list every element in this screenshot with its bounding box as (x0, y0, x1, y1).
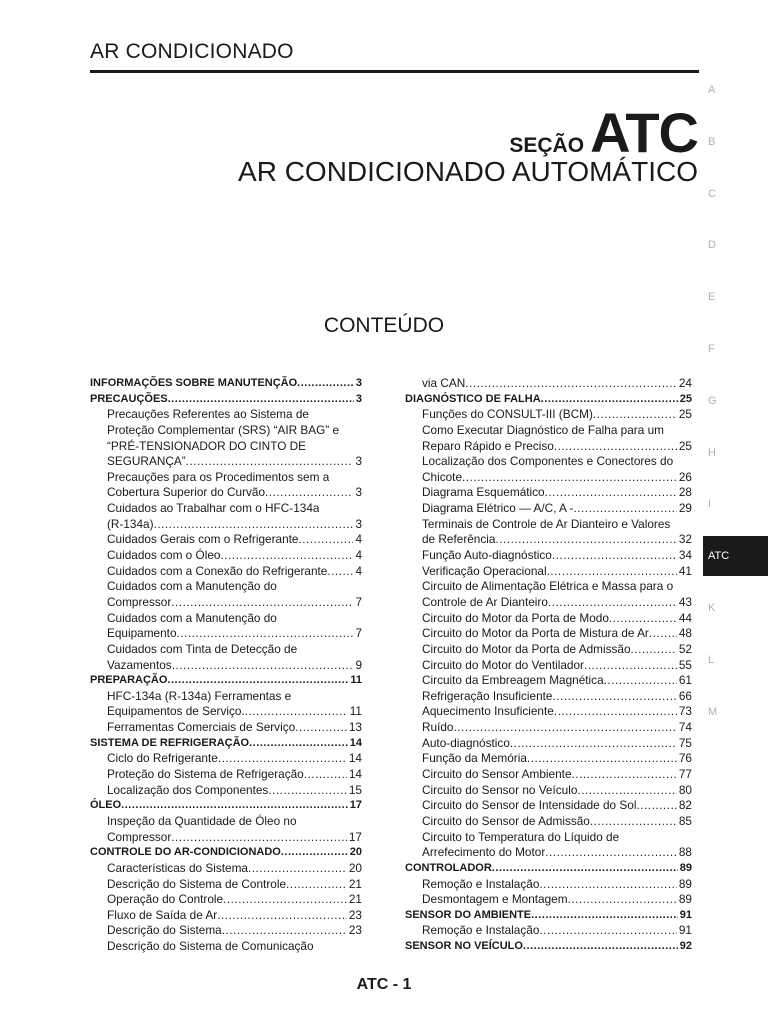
toc-entry-title: Ferramentas Comerciais de Serviço (107, 720, 296, 735)
toc-page-number: 17 (349, 799, 362, 812)
toc-page-number: 14 (349, 736, 362, 749)
toc-entry-title: Compressor (107, 829, 172, 844)
toc-entry-title: Localização dos Componentes (107, 782, 269, 797)
toc-page-number: 20 (348, 860, 362, 875)
toc-entry-title: Circuito do Motor da Porta de Modo (422, 610, 609, 625)
toc-page-number: 23 (348, 923, 362, 938)
toc-leader-dots (492, 861, 678, 877)
toc-leader-dots (573, 501, 676, 517)
toc-page-number: 41 (678, 563, 692, 578)
toc-entry (90, 939, 362, 955)
toc-leader-dots (568, 892, 677, 908)
toc-entry (90, 611, 362, 627)
toc-leader-dots (649, 626, 677, 642)
toc-entry (90, 564, 362, 580)
toc-leader-dots (545, 845, 677, 861)
toc-page-number: 89 (678, 876, 692, 891)
toc-entry (90, 423, 362, 439)
toc-leader-dots (167, 673, 348, 689)
toc-entry-title: Compressor (107, 594, 172, 609)
toc-entry-title: Controle de Ar Dianteiro (422, 594, 548, 609)
toc-section-entry (405, 939, 692, 955)
toc-entry-title: Ruído (422, 720, 454, 735)
toc-leader-dots (539, 923, 676, 939)
toc-entry-title: Auto-diagnóstico (422, 735, 510, 750)
toc-entry (405, 376, 692, 392)
toc-page-number: 80 (678, 782, 692, 797)
toc-entry-title: SISTEMA DE REFRIGERAÇÃO (90, 736, 250, 749)
toc-entry (90, 830, 362, 846)
toc-leader-dots (527, 751, 677, 767)
toc-entry-title: Descrição do Sistema de Controle (107, 876, 287, 891)
toc-page-number: 15 (348, 782, 362, 797)
section-tab-i: I (708, 498, 712, 511)
toc-page-number: 21 (348, 876, 362, 891)
toc-entry-title: CONTROLADOR (405, 861, 492, 874)
toc-entry-title: Circuito do Sensor no Veículo (422, 782, 578, 797)
toc-entry (90, 720, 362, 736)
toc-entry-title: Cuidados com o Óleo (107, 548, 221, 563)
toc-entry (90, 877, 362, 893)
toc-entry (405, 798, 692, 814)
toc-page-number: 9 (355, 657, 362, 672)
header-title: AR CONDICIONADO (90, 40, 294, 63)
toc-entry (90, 454, 362, 470)
toc-page-number: 48 (678, 626, 692, 641)
toc-entry (405, 845, 692, 861)
toc-leader-dots (121, 798, 348, 814)
toc-page-number: 77 (678, 767, 692, 782)
toc-section-entry (90, 736, 362, 752)
toc-page-number: 66 (678, 688, 692, 703)
toc-entry (405, 579, 692, 595)
toc-leader-dots (636, 798, 676, 814)
toc-page-number: 3 (355, 392, 362, 405)
toc-section-entry (90, 376, 362, 392)
section-tab-l: L (708, 653, 715, 666)
toc-entry-title: Circuito do Motor do Ventilador (422, 657, 584, 672)
toc-page-number: 3 (355, 454, 362, 469)
toc-leader-dots (245, 704, 348, 720)
toc-entry-title: Equipamento (107, 626, 177, 641)
toc-page-number: 89 (678, 892, 692, 907)
section-tab-k: K (708, 602, 716, 614)
toc-leader-dots (298, 532, 353, 548)
toc-entry (405, 783, 692, 799)
toc-leader-dots (168, 392, 354, 408)
toc-section-entry (90, 673, 362, 689)
toc-entry (90, 532, 362, 548)
toc-page-number: 25 (678, 407, 692, 422)
toc-entry-title: Proteção Complementar (SRS) “AIR BAG” e (107, 422, 340, 437)
toc-leader-dots (554, 704, 677, 720)
toc-leader-dots (531, 908, 678, 924)
toc-entry-title: Arrefecimento do Motor (422, 845, 546, 860)
toc-entry-title: Verificação Operacional (422, 563, 547, 578)
toc-entry (405, 564, 692, 580)
toc-page-number: 11 (350, 674, 362, 687)
toc-entry (405, 673, 692, 689)
toc-section-entry (405, 392, 692, 408)
section-tab-h: H (708, 446, 716, 459)
toc-leader-dots (327, 564, 353, 580)
toc-entry (405, 658, 692, 674)
toc-entry-title: Circuito to Temperatura do Líquido de (422, 829, 620, 844)
toc-entry-title: Como Executar Diagnóstico de Falha para um (422, 422, 664, 437)
toc-entry (90, 470, 362, 486)
toc-page-number: 88 (678, 845, 692, 860)
toc-page-number: 73 (678, 704, 692, 719)
toc-page-number: 24 (678, 376, 692, 390)
toc-entry (405, 751, 692, 767)
section-tab-a: A (708, 84, 716, 96)
toc-entry-title: Descrição do Sistema de Comunicação (107, 939, 314, 954)
toc-entry (405, 892, 692, 908)
toc-leader-dots (171, 595, 353, 611)
toc-entry (405, 407, 692, 423)
toc-entry (90, 642, 362, 658)
toc-entry (405, 877, 692, 893)
toc-section-entry (90, 845, 362, 861)
toc-section-entry (405, 908, 692, 924)
toc-entry-title: Características do Sistema (107, 860, 248, 875)
toc-entry-title: Inspeção da Quantidade de Óleo no (107, 813, 297, 828)
toc-page-number: 21 (348, 892, 362, 907)
toc-entry (405, 830, 692, 846)
toc-entry (405, 485, 692, 501)
section-tab-f: F (708, 343, 715, 355)
toc-leader-dots (171, 830, 347, 846)
toc-leader-dots (154, 517, 354, 533)
toc-entry-title: ÓLEO (90, 799, 122, 812)
toc-page-number: 92 (679, 940, 692, 953)
section-tab-atc: ATC (703, 536, 768, 576)
toc-leader-dots (218, 751, 347, 767)
section-tab-c: C (708, 187, 716, 200)
toc-page-number: 76 (678, 751, 692, 766)
toc-entry-title: CONTROLE DO AR-CONDICIONADO (90, 846, 281, 859)
toc-entry-title: PRECAUÇÕES (90, 392, 168, 405)
toc-page-number: 14 (348, 767, 362, 782)
toc-entry-title: Localização dos Componentes e Conectores do (422, 454, 674, 469)
toc-entry (405, 517, 692, 533)
toc-entry (405, 501, 692, 517)
section-name: AR CONDICIONADO AUTOMÁTICO (238, 156, 698, 187)
toc-entry-title: Circuito do Sensor de Intensidade do Sol (422, 798, 637, 813)
toc-leader-dots (572, 767, 677, 783)
toc-entry (405, 423, 692, 439)
toc-page-number: 82 (678, 798, 692, 813)
toc-entry (90, 407, 362, 423)
toc-page-number: 43 (678, 594, 692, 609)
toc-leader-dots (547, 564, 677, 580)
toc-leader-dots (584, 658, 677, 674)
toc-entry-title: Circuito do Motor da Porta de Mistura de Ar (422, 626, 649, 641)
toc-entry-title: de Referência (422, 532, 496, 547)
toc-leader-dots (545, 485, 677, 501)
toc-entry-title: Fluxo de Saída de Ar (107, 907, 218, 922)
toc-entry (90, 517, 362, 533)
toc-leader-dots (295, 720, 347, 736)
toc-entry-title: Ciclo do Refrigerante (107, 751, 218, 766)
toc-leader-dots (248, 861, 347, 877)
toc-entry (405, 689, 692, 705)
page-footer: ATC - 1 (356, 976, 412, 993)
section-tab-g: G (708, 394, 717, 407)
toc-leader-dots (265, 485, 353, 501)
toc-entry-title: Cuidados com a Manutenção do (107, 579, 277, 594)
toc-entry-title: Chicote (422, 469, 462, 484)
toc-leader-dots (462, 470, 677, 486)
toc-page-number: 91 (678, 923, 692, 938)
toc-section-entry (90, 798, 362, 814)
header-rule (90, 70, 699, 73)
toc-entry-title: PREPARAÇÃO (90, 674, 168, 687)
toc-entry-title: Precauções Referentes ao Sistema de (107, 407, 309, 422)
toc-leader-dots (453, 720, 676, 736)
toc-entry-title: Vazamentos (107, 657, 172, 672)
toc-entry-title: Função Auto-diagnóstico (422, 548, 552, 563)
toc-entry (90, 861, 362, 877)
toc-leader-dots (217, 908, 347, 924)
toc-leader-dots (465, 376, 677, 392)
toc-page-number: 25 (679, 392, 692, 405)
toc-entry (405, 814, 692, 830)
toc-entry (90, 626, 362, 642)
toc-leader-dots (553, 689, 677, 705)
toc-leader-dots (286, 877, 347, 893)
toc-entry (90, 814, 362, 830)
toc-entry-title: Cobertura Superior do Curvão (107, 485, 266, 500)
toc-entry (405, 642, 692, 658)
section-code: ATC (590, 101, 698, 164)
toc-entry-title: Precauções para os Procedimentos sem a (107, 469, 330, 484)
toc-entry-title: Cuidados com a Conexão do Refrigerante (107, 563, 328, 578)
toc-entry-title: Funções do CONSULT-III (BCM) (422, 407, 593, 422)
toc-leader-dots (539, 877, 676, 893)
toc-entry-title: HFC-134a (R-134a) Ferramentas e (107, 688, 292, 703)
toc-entry-title: Equipamentos de Serviço. (107, 704, 245, 719)
toc-entry (90, 485, 362, 501)
toc-page-number: 7 (355, 626, 362, 641)
toc-leader-dots (552, 548, 677, 564)
toc-entry (90, 579, 362, 595)
toc-entry-title: Aquecimento Insuficiente (422, 704, 554, 719)
toc-page-number: 26 (678, 469, 692, 484)
toc-entry-title: Cuidados com Tinta de Detecção de (107, 641, 298, 656)
toc-entry (90, 658, 362, 674)
toc-entry (405, 532, 692, 548)
toc-entry-title: Refrigeração Insuficiente (422, 688, 553, 703)
toc-page-number: 85 (678, 813, 692, 828)
toc-entry-title: Diagrama Esquemático (422, 485, 545, 500)
toc-entry (405, 439, 692, 455)
toc-page-number: 25 (678, 438, 692, 453)
toc-entry (405, 595, 692, 611)
toc-entry-title: Circuito da Embreagem Magnética (422, 673, 604, 688)
section-tab-d: D (708, 239, 716, 252)
toc-entry (90, 439, 362, 455)
toc-entry (405, 611, 692, 627)
toc-page-number: 23 (348, 907, 362, 922)
toc-entry-title: Proteção do Sistema de Refrigeração (107, 767, 304, 782)
toc-page-number: 61 (678, 673, 692, 688)
toc-entry-title: INFORMAÇÕES SOBRE MANUTENÇÃO (90, 377, 298, 389)
toc-entry (90, 595, 362, 611)
toc-entry (405, 767, 692, 783)
toc-entry-title: Remoção e Instalação (422, 876, 540, 891)
toc-page-number: 4 (355, 532, 362, 547)
toc-leader-dots (631, 642, 677, 658)
toc-page-number: 34 (678, 548, 692, 563)
toc-leader-dots (281, 845, 348, 861)
toc-leader-dots (577, 783, 676, 799)
section-word: SEÇÃO (509, 134, 585, 157)
toc-page-number: 29 (678, 501, 692, 516)
toc-entry (90, 548, 362, 564)
toc-entry-title: Circuito de Alimentação Elétrica e Massa para o (422, 579, 674, 594)
toc-leader-dots (268, 783, 347, 799)
toc-entry-title: Cuidados Gerais com o Refrigerante (107, 532, 299, 547)
toc-entry (90, 751, 362, 767)
toc-page-number: 17 (348, 829, 362, 844)
section-tab-b: B (708, 135, 716, 148)
toc-leader-dots (223, 892, 347, 908)
toc-leader-dots (186, 454, 354, 470)
toc-leader-dots (554, 439, 677, 455)
toc-page-number: 11 (349, 704, 362, 719)
toc-leader-dots (541, 392, 678, 408)
toc-entry (90, 501, 362, 517)
toc-entry (405, 736, 692, 752)
toc-entry (90, 923, 362, 939)
toc-entry-title: Função da Memória (422, 751, 527, 766)
toc-entry-title: Diagrama Elétrico — A/C, A - (422, 501, 574, 516)
toc-page-number: 4 (355, 548, 362, 563)
toc-entry (90, 908, 362, 924)
toc-entry (90, 689, 362, 705)
toc-page-number: 28 (678, 485, 692, 500)
toc-leader-dots (548, 595, 677, 611)
toc-entry-title: DIAGNÓSTICO DE FALHA (405, 392, 541, 405)
toc-page-number: 74 (678, 720, 692, 735)
toc-leader-dots (220, 548, 353, 564)
toc-page-number: 32 (678, 532, 692, 547)
toc-page-number: 20 (349, 846, 362, 859)
toc-leader-dots (495, 532, 676, 548)
toc-entry-title: Descrição do Sistema (107, 923, 222, 938)
toc-entry-title: “PRÉ-TENSIONADOR DO CINTO DE (107, 438, 307, 453)
toc-leader-dots (304, 767, 347, 783)
toc-entry-title: Terminais de Controle de Ar Dianteiro e Valores (422, 516, 671, 531)
toc-entry (90, 704, 362, 720)
toc-page-number: 3 (355, 516, 362, 531)
toc-leader-dots (222, 923, 347, 939)
toc-leader-dots (249, 736, 348, 752)
toc-entry-title: Remoção e Instalação (422, 923, 540, 938)
toc-page-number: 13 (348, 720, 362, 735)
toc-leader-dots (177, 626, 354, 642)
toc-entry-title: Desmontagem e Montagem (422, 892, 568, 907)
toc-entry-title: Cuidados ao Trabalhar com o HFC-134a (107, 501, 320, 516)
toc-entry-title: Reparo Rápido e Preciso (422, 438, 554, 453)
toc-page-number: 14 (348, 751, 362, 766)
toc-entry-title: Cuidados com a Manutenção do (107, 610, 277, 625)
toc-page-number: 75 (678, 735, 692, 750)
toc-leader-dots (604, 673, 677, 689)
toc-leader-dots (297, 376, 354, 392)
section-tab-e: E (708, 291, 716, 304)
toc-entry (405, 923, 692, 939)
toc-entry (405, 454, 692, 470)
toc-leader-dots (590, 814, 677, 830)
toc-entry-title: SENSOR NO VEÍCULO (405, 940, 523, 953)
toc-entry-title: Operação do Controle (107, 892, 224, 907)
toc-entry-title: SENSOR DO AMBIENTE (405, 908, 532, 921)
toc-entry-title: Circuito do Sensor Ambiente (422, 767, 572, 782)
toc-page-number: 91 (679, 908, 692, 921)
toc-entry (405, 720, 692, 736)
toc-page-number: 4 (355, 563, 362, 578)
toc-entry (405, 470, 692, 486)
toc-right-column (405, 376, 692, 955)
contents-title: CONTEÚDO (323, 314, 445, 337)
toc-entry (405, 626, 692, 642)
toc-entry (90, 783, 362, 799)
toc-entry (405, 548, 692, 564)
toc-page-number: 3 (355, 377, 362, 389)
toc-entry-title: Circuito do Motor da Porta de Admissão (422, 641, 631, 656)
toc-leader-dots (510, 736, 677, 752)
toc-entry-title: (R-134a) (107, 516, 154, 531)
toc-leader-dots (523, 939, 678, 955)
toc-page-number: 44 (678, 610, 692, 625)
toc-entry-title: SEGURANÇA” (107, 454, 186, 469)
toc-leader-dots (172, 658, 354, 674)
toc-entry (405, 704, 692, 720)
toc-entry (90, 892, 362, 908)
toc-page-number: 89 (679, 861, 692, 874)
toc-page-number: 52 (678, 641, 692, 656)
section-tab-m: M (708, 705, 718, 718)
toc-page-number: 55 (678, 657, 692, 672)
toc-leader-dots (609, 611, 677, 627)
toc-entry (90, 767, 362, 783)
toc-page-number: 3 (355, 485, 362, 500)
toc-entry-title: Circuito do Sensor de Admissão (422, 813, 590, 828)
toc-page-number: 7 (355, 594, 362, 609)
toc-section-entry (90, 392, 362, 408)
toc-section-entry (405, 861, 692, 877)
toc-entry-title: via CAN (422, 376, 466, 390)
toc-leader-dots (593, 407, 677, 423)
toc-left-column (90, 376, 362, 955)
